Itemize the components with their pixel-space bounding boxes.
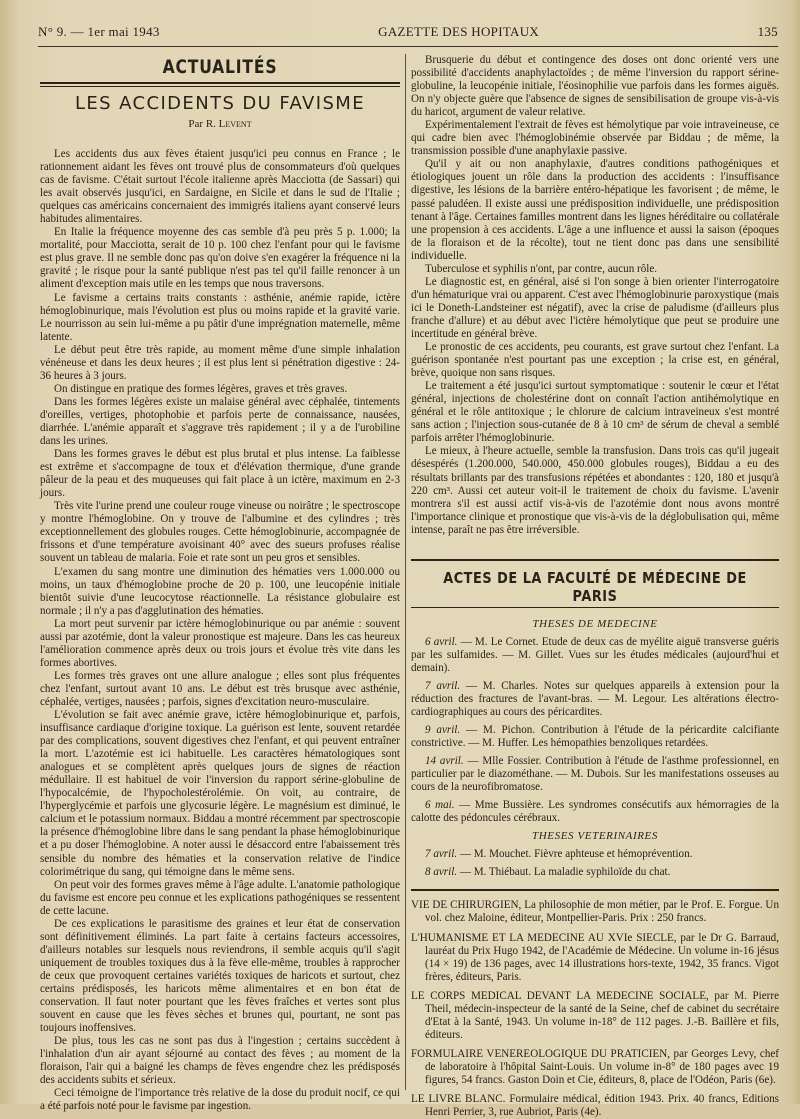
paragraph: Le traitement a été jusqu'ici surtout symptomatique : soutenir le cœur et l'état général, injections de cholestérine dont on connaît l'action antihémolytique en général et le rôle antitoxique ; le chlorure de calcium intraveineux s'est montré sans action ; l'injection sous-cutanée de 8 à 10 cm³ de sérum de cheval a semblé parfois arrêter l'hémoglobinurie. bbox=[411, 380, 779, 445]
book-notice: LE LIVRE BLANC. Formulaire médical, édition 1943. Prix. 40 francs, Editions Henri Perrier, 3, rue Aubriot, Paris (4e). bbox=[411, 1093, 779, 1119]
running-header bbox=[38, 24, 778, 46]
header-rule bbox=[38, 46, 778, 47]
paragraph: Très vite l'urine prend une couleur rouge vineuse ou noirâtre ; le spectroscope y montre l'hémoglobine. On y trouve de l'albumine et des cylindres ; très exceptionnellement des globules rouges. Cette hémoglobinurie, accompagnée de frissons et d'une température avoisinant 40° avec des sueurs profuses réalise souvent un tableau de malaria. Foie et rate sont un peu gros et sensibles. bbox=[40, 500, 400, 565]
faculty-rule-bottom bbox=[411, 607, 779, 608]
thesis-date: 7 avril. bbox=[425, 848, 458, 861]
book-notice: FORMULAIRE VENEREOLOGIQUE DU PRATICIEN, par Georges Levy, chef de laboratoire à l'hôpital Saint-Louis. Un volume in-8° de 180 pages avec 19 figures, 54 francs. Gaston Doin et Cie, éditeurs, 8, place de l'Odéon, Paris (6e). bbox=[411, 1047, 779, 1086]
thesis-text: — Mlle Fossier. Contribution à l'étude de l'asthme professionnel, en particulier par le diazométhane. — M. Dubois. Sur les manifestations osseuses au cours de la neurofibromatose. bbox=[411, 755, 779, 794]
paragraph: L'examen du sang montre une diminution des hématies vers 1.000.000 ou moins, un taux d'hémoglobine proche de 20 p. 100, une leucopénie initiale bientôt suivie d'une leucocytose réactionnelle. La résistance globulaire est normale ; il n'y a pas d'agglutination des hématies. bbox=[40, 565, 400, 617]
journal-title: GAZETTE DES HOPITAUX bbox=[378, 24, 540, 39]
thesis-entry bbox=[411, 799, 779, 825]
paragraph: La mort peut survenir par ictère hémoglobinurique ou par anémie : souvent aussi par azotémie, dont la valeur pronostique est majeure. Dans les cas heureux l'amélioration commence après deux ou trois jours et évolue très vite dans les formes abortives. bbox=[40, 617, 400, 669]
thesis-entry bbox=[411, 848, 779, 861]
thesis-text: — M. Thiébaut. La maladie syphiloïde du chat. bbox=[457, 866, 671, 879]
faculty-section-title: ACTES DE LA FACULTÉ DE MÉDECINE DE PARIS bbox=[443, 568, 747, 605]
paragraph: De plus, tous les cas ne sont pas dus à l'ingestion ; certains succèdent à l'inhalation d'un air ayant séjourné au contact des fèves ; au moment de la floraison, l'air qui a baigné les champs de fèves engendre chez les prédisposés des accidents subits et sérieux. bbox=[40, 1035, 400, 1087]
paragraph: Expérimentalement l'extrait de fèves est hémolytique par voie intraveineuse, ce qui cadre bien avec l'hémoglobinémie observée par Biddau ; de même, la transmission possible d'une anaphylaxie passive. bbox=[411, 119, 779, 158]
left-column bbox=[40, 54, 400, 1113]
thesis-entry bbox=[411, 866, 779, 879]
paragraph: En Italie la fréquence moyenne des cas semble d'à peu près 5 p. 1.000; la mortalité, pour Macciotta, serait de 10 p. 100 chez l'enfant pour qui le favisme est plus grave. Il ne semble donc pas qu'on doive s'en exagérer la fréquence ni la gravité ; le risque pour la santé publique n'est pas tel qu'il faille renoncer à un aliment d'exception mais utile en les temps que nous traversons. bbox=[40, 226, 400, 291]
thesis-entry bbox=[411, 724, 779, 750]
article-title: LES ACCIDENTS DU FAVISME bbox=[74, 93, 365, 114]
byline-prefix: Par R. bbox=[188, 118, 219, 130]
book-notice: L'HUMANISME ET LA MEDECINE AU XVIe SIECLE, par le Dr G. Barraud, lauréat du Prix Hugo 1942, de l'Académie de Médecine. Un volume in-16 jésus (14 × 19) de 136 pages, avec 14 illustrations hors-texte, 1942, 35 francs. Vigot frères, éditeurs, Paris. bbox=[411, 931, 779, 983]
faculty-rule-top bbox=[411, 559, 779, 561]
rubric-rule bbox=[40, 82, 400, 87]
section-rubric: ACTUALITÉS bbox=[162, 56, 278, 78]
article-body-right bbox=[411, 54, 779, 537]
paragraph: Le pronostic de ces accidents, peu courants, est grave surtout chez l'enfant. La guérison spontanée n'est pourtant pas une exception ; la crise est, en général, brève, quoique non sans risques. bbox=[411, 341, 779, 380]
thesis-date: 8 avril. bbox=[425, 866, 458, 879]
thesis-text: — M. Charles. Notes sur quelques appareils à extension pour la réduction des fractures de l'avant-bras. — M. Legour. Les altérations électro-cardiographiques au cours des péricardites. bbox=[411, 679, 779, 718]
thesis-text: — M. Pichon. Contribution à l'étude de la péricardite calcifiante constrictive. — M. Huffer. Les hémopathies benzoliques retardées. bbox=[411, 724, 780, 750]
paragraph: Tuberculose et syphilis n'ont, par contre, aucun rôle. bbox=[425, 262, 658, 275]
theses-medecine-heading: THESES DE MEDECINE bbox=[532, 617, 658, 630]
paragraph: Qu'il y ait ou non anaphylaxie, d'autres conditions pathogéniques et étiologiques jouent un rôle dans la production des accidents : l'insuffisance digestive, les lésions de la barrière entéro-hépatique les favorisent ; de même, le passé paludéen. Il existe aussi une prédisposition individuelle, une prédisposition tenant à l'âge. Certaines familles montrent dans les lignes héréditaire ou collatérale une propension à ces accidents. L'âge a une influence et aussi la saison (époques de la floraison et de la récolte), tout ne tient donc pas dans une sensibilité individuelle. bbox=[411, 158, 779, 262]
theses-veterinaires-heading: THESES VETERINAIRES bbox=[532, 830, 658, 843]
book-notice: VIE DE CHIRURGIEN, La philosophie de mon métier, par le Prof. E. Forgue. Un vol. chez Maloine, éditeur, Montpellier-Paris. Prix : 250 francs. bbox=[411, 899, 779, 925]
paragraph: Dans les formes graves le début est plus brutal et plus intense. La faiblesse est extrême et s'accompagne de toux et d'élévation thermique, d'une grande pâleur de la peau et des muqueuses qui fait place à un ictère, maximum en 2-3 jours. bbox=[40, 448, 400, 500]
thesis-text: — Mme Bussière. Les syndromes consécutifs aux hémorragies de la calotte des pédoncules cérébraux. bbox=[411, 799, 779, 825]
thesis-text: — M. Le Cornet. Etude de deux cas de myélite aiguë transverse guéris par les sulfamides. — M. Gillet. Vues sur les études médicales (aujourd'hui et demain). bbox=[411, 635, 779, 674]
thesis-date: 7 avril. bbox=[425, 679, 461, 692]
right-column bbox=[411, 54, 780, 1119]
thesis-date: 9 avril. bbox=[425, 724, 461, 737]
paragraph: L'évolution se fait avec anémie grave, ictère hémoglobinurique et, parfois, insuffisance cardiaque d'origine toxique. La guérison est lente, souvent retardée par des complications, souvent digestives chez l'enfant, et qui peuvent entraîner la mort. L'azotémie est ici habituelle. Les caractères hématologiques sont analogues et se complètent après quelques jours de signes de réaction médullaire. Il est habituel de voir l'inversion du rapport sérine-globuline de l'hypocalcémie, de l'hypocholestérolémie. On voit, au contraire, de l'hyperglycémie et parfois une glycosurie légère. Le magnésium est diminué, le calcium et le potassium normaux. Biddau a montré récemment par spectroscopie la présence d'hémoglobine libre dans le sang pendant la phase hémoglobinurique et a pu doser l'hémoglobine. A noter aussi le désaccord entre l'abaissement très sensible du nombre des hématies et la conservation relative de l'indice colorimétrique du sang, qui témoigne dans le même sens. bbox=[40, 709, 400, 878]
thesis-date: 6 mai. bbox=[425, 799, 455, 812]
paragraph: De ces explications le parasitisme des graines et leur état de conservation sont définitivement éliminés. La part faite à certains facteurs accessoires, d'ailleurs notables sur lesquels nous reviendrons, il semble acquis qu'il s'agit uniquement de troubles toxiques dus à la fève elle-même, troubles à rapprocher de ceux que provoquent certaines variétés toxiques de haricots et surtout, chez certains prédisposés, les haricots même alimentaires et en bon état de conservation. Il faut noter pourtant que les fèves fraîches et vertes sont plus souvent en cause que les fèves sèches et brunes qui, pourtant, ne sont pas toujours inoffensives. bbox=[40, 917, 400, 1035]
book-notice: LE CORPS MEDICAL DEVANT LA MEDECINE SOCIALE, par M. Pierre Theil, médecin-inspecteur de la santé de la Seine, chef de cabinet du secrétaire d'Etat à la Santé, 1943. Un volume in-18° de 112 pages. J.-B. Baillère et fils, éditeurs. bbox=[411, 989, 779, 1041]
paragraph: Les accidents dus aux fèves étaient jusqu'ici peu connus en France ; le rationnement aidant les fèves ont trouvé plus de consommateurs d'où quelques cas de favisme. C'était surtout l'école italienne après Macciotta (de Sassari) qui les avait observés jusqu'ici, en Sardaigne, en Sicile et dans le sud de l'Italie ; quelques cas américains concernaient des immigrés italiens ayant conservé leurs habitudes alimentaires. bbox=[40, 148, 400, 226]
page-number: 135 bbox=[757, 24, 778, 39]
byline-author: Levent bbox=[218, 118, 252, 130]
paragraph: On peut voir des formes graves même à l'âge adulte. L'anatomie pathologique du favisme est encore peu connue et les explications pathogéniques se ressentent de cette lacune. bbox=[40, 878, 400, 917]
paragraph: On distingue en pratique des formes légères, graves et très graves. bbox=[54, 382, 348, 395]
paragraph: Dans les formes légères existe un malaise général avec céphalée, tintements d'oreilles, vertiges, photophobie et parfois perte de connaissance, nausées, diarrhée. L'anémie apparaît et s'aggrave très rapidement ; il y a de l'urobiline dans les urines. bbox=[40, 395, 400, 448]
paragraph: Ceci témoigne de l'importance très relative de la dose du produit nocif, ce qui a été parfois noté pour le favisme par ingestion. bbox=[40, 1087, 400, 1113]
paragraph: Brusquerie du début et contingence des doses ont donc orienté vers une possibilité d'accidents anaphylactoïdes ; de même l'inversion du rapport sérine-globuline, la leucopénie initiale, l'éosinophilie vue parfois dans les formes aiguës. On n'y objecte guère que l'absence de signes de sensibilisation de groupe vis-à-vis du haricot, argument de valeur relative. bbox=[411, 54, 779, 119]
column-divider bbox=[405, 54, 406, 1090]
thesis-date: 6 avril. bbox=[425, 635, 458, 648]
thesis-entry bbox=[411, 755, 779, 794]
paragraph: Les formes très graves ont une allure analogue ; elles sont plus fréquentes chez l'enfant, surtout avant 10 ans. Le début est très brusque avec asthénie, céphalée, vertiges, nausées ; parfois, signes d'excitation neuro-musculaire. bbox=[40, 669, 400, 708]
paragraph: Le diagnostic est, en général, aisé si l'on songe à bien orienter l'interrogatoire d'un hématurique vrai ou apparent. C'est avec l'hémoglobinurie paroxystique (mais ici le Doneth-Landsteiner est négatif), avec la crise de paludisme (d'ailleurs plus franche d'allure) et au début avec l'ictère hémolytique que peut se produire une incertitude en général brève. bbox=[411, 275, 779, 340]
thesis-date: 14 avril. bbox=[425, 755, 464, 768]
thesis-text: — M. Mouchet. Fièvre aphteuse et hémoprévention. bbox=[457, 848, 693, 861]
issue-number: N° 9. — 1er mai 1943 bbox=[38, 24, 160, 39]
paragraph: Le mieux, à l'heure actuelle, semble la transfusion. Dans trois cas qu'il jugeait désespérés (1.200.000, 540.000, 450.000 globules rouges), Biddau a eu des résultats brillants par des transfusions répétées et abondantes : 120, 180 et jusqu'à 220 cm³. Aussi cet auteur voit-il le traitement de choix du favisme. L'avenir montrera s'il est aussi actif vis-à-vis de l'azotémie dont nous avons montré l'importance clinique et pronostique que vis-à-vis de la déglobulisation qui, même intense, paraît ne pas être irréversible. bbox=[411, 445, 779, 536]
thesis-entry bbox=[411, 636, 779, 675]
books-rule bbox=[411, 889, 779, 891]
thesis-entry bbox=[411, 680, 779, 719]
article-byline bbox=[40, 118, 400, 130]
paragraph: Le favisme a certains traits constants : asthénie, anémie rapide, ictère hémoglobinurique, mais l'évolution est plus ou moins rapide et la gravité varie. Le nourrisson au sein lui-même a pu pâtir d'une imprégnation maternelle, même latente. bbox=[40, 291, 400, 343]
article-body-left bbox=[40, 148, 400, 1113]
paragraph: Le début peut être très rapide, au moment même d'une simple inhalation vénéneuse et dans les deux heures ; il est plus lent si pénétration digestive : 24-36 heures à 3 jours. bbox=[40, 343, 400, 382]
